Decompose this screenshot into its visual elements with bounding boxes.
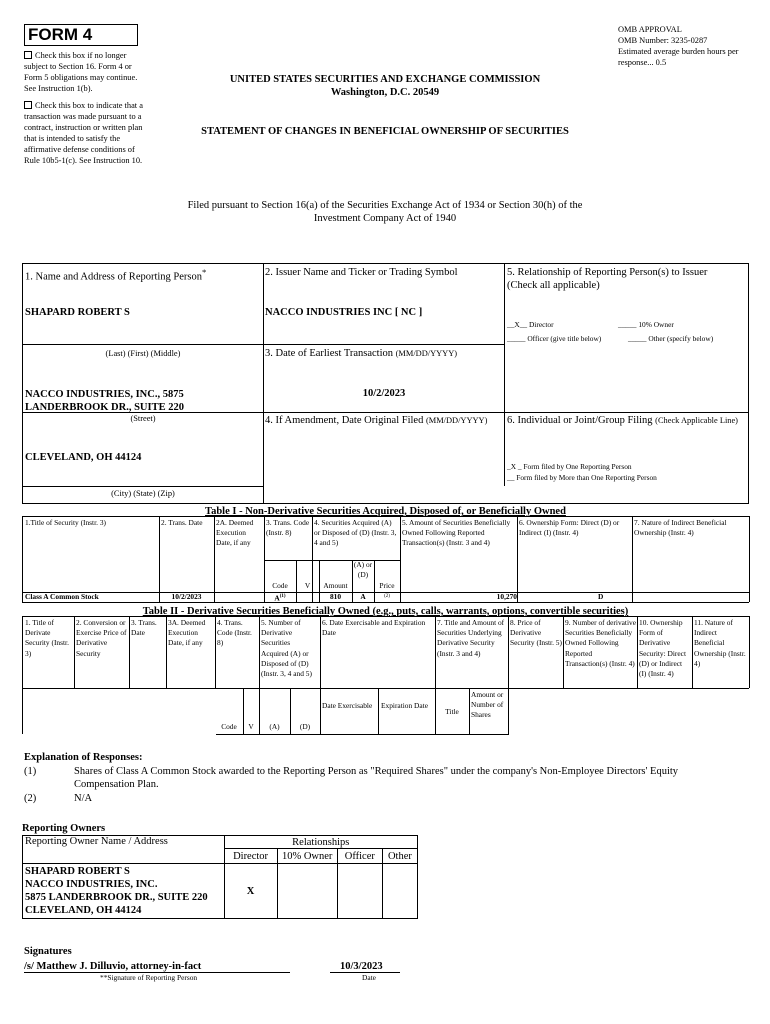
explanation-num-2: (2) (24, 793, 37, 804)
form-title: FORM 4 (24, 24, 138, 46)
relationship-label: 5. Relationship of Reporting Person(s) to Issuer (Check all applicable) (507, 267, 708, 291)
explanation-text-1: Shares of Class A Common Stock awarded to the Reporting Person as "Required Shares" under the company's Non-Employee Directors' Equity Compensation Plan. (74, 766, 679, 790)
t2-col-nature: 11. Nature of Indirect Beneficial Ownership (Instr. 4) (694, 618, 746, 668)
explanation-heading: Explanation of Responses: (24, 752, 143, 763)
t1-col-form: 6. Ownership Form: Direct (D) or Indirect (I) (Instr. 4) (519, 518, 620, 538)
reporting-owners-table (22, 835, 418, 919)
owners-col-other: Other (382, 849, 417, 864)
signatures-heading: Signatures (24, 946, 72, 957)
street-address: NACCO INDUSTRIES, INC., 5875 LANDERBROOK DR., SUITE 220 (25, 389, 184, 413)
rel-10pct-owner: _____ 10% Owner (618, 320, 674, 329)
rel-director: __X__ Director (507, 320, 554, 329)
filing-one-person: _X _ Form filed by One Reporting Person (507, 462, 632, 471)
t2-col-date: 3. Trans. Date (131, 618, 157, 638)
rel-officer: _____ Officer (give title below) (507, 334, 602, 343)
reporting-person-frame (22, 263, 749, 504)
rel-other: _____ Other (specify below) (628, 334, 714, 343)
t1-row-date: 10/2/2023 (171, 592, 202, 601)
city-state-zip: CLEVELAND, OH 44124 (25, 452, 142, 463)
t1-row-form: D (598, 592, 604, 601)
filing-label: 6. Individual or Joint/Group Filing (Check Applicable Line) (507, 415, 738, 426)
t1-sub-amount: Amount (323, 581, 348, 590)
reporting-owners-heading: Reporting Owners (22, 823, 106, 834)
table1-title: Table I - Non-Derivative Securities Acquired, Disposed of, or Beneficially Owned (205, 506, 566, 517)
signer-label: **Signature of Reporting Person (100, 973, 198, 982)
t2-sub-amount: Amount or Number of Shares (471, 690, 504, 720)
t1-col-acquired: 4. Securities Acquired (A) or Disposed of (D) (Instr. 3, 4 and 5) (314, 518, 397, 548)
city-sublabel: (City) (State) (Zip) (111, 489, 175, 498)
t1-sub-price: Price (379, 581, 395, 590)
t1-row-amount: 810 (329, 592, 342, 601)
agency-name: UNITED STATES SECURITIES AND EXCHANGE COMMISSION (229, 74, 541, 85)
section16-checkbox[interactable] (24, 51, 32, 59)
rule10b5-checkbox-note: Check this box to indicate that a transaction was made pursuant to a contract, instruction or written plan that is intended to satisfy the affirmative defense conditions of Rule 10b5-1(c). See Instruction 10. (24, 101, 143, 165)
street-sublabel: (Street) (130, 414, 156, 423)
t2-col-underlying: 7. Title and Amount of Securities Underlying Derivative Security (Instr. 3 and 4) (437, 618, 505, 658)
t2-sub-expiration: Expiration Date (381, 701, 428, 710)
t1-row-security: Class A Common Stock (25, 592, 99, 601)
t1-sub-aord: (A) or (D) (353, 560, 373, 580)
filed-pursuant: Filed pursuant to Section 16(a) of the Securities Exchange Act of 1934 or Section 30(h) of the Investment Company Act of 1940 (187, 200, 583, 224)
filing-more-persons: __ Form filed by More than One Reporting Person (507, 473, 657, 482)
omb-approval: OMB APPROVAL OMB Number: 3235-0287 Estimated average burden hours per response... 0.5 (618, 25, 739, 67)
table2-title: Table II - Derivative Securities Beneficially Owned (e.g., puts, calls, warrants, options, convertible securities) (142, 606, 629, 617)
t1-row-aord: A (360, 592, 366, 601)
t1-col-date: 2. Trans. Date (161, 518, 203, 527)
reporting-person-name: SHAPARD ROBERT S (25, 307, 130, 318)
explanation-text-2: N/A (74, 793, 93, 804)
earliest-transaction-date: 10/2/2023 (362, 388, 406, 399)
t1-row-code: $A^{(1)}$ (274, 593, 286, 603)
amendment-label: 4. If Amendment, Date Original Filed (MM/DD/YYYY) (265, 415, 488, 426)
t2-col-exercisable: 6. Date Exercisable and Expiration Date (322, 618, 426, 638)
earliest-transaction-label: 3. Date of Earliest Transaction (MM/DD/YYYY) (265, 348, 458, 359)
t2-sub-code: Code (221, 722, 237, 731)
signer-name: /s/ Matthew J. Dilluvio, attorney-in-fact (24, 961, 202, 972)
agency-location: Washington, D.C. 20549 (330, 87, 440, 98)
t1-row-owned: 10,270 (496, 592, 517, 601)
t1-col-code: 3. Trans. Code (Instr. 8) (266, 518, 310, 538)
owners-col-name: Reporting Owner Name / Address (23, 836, 225, 864)
explanation-num-1: (1) (24, 766, 37, 777)
section16-checkbox-note: Check this box if no longer subject to Section 16. Form 4 or Form 5 obligations may continue. See Instruction 1(b). (24, 51, 138, 93)
owners-col-director: Director (224, 849, 277, 864)
name-address-label: 1. Name and Address of Reporting Person* (25, 267, 207, 283)
t2-sub-title: Title (445, 707, 459, 716)
owner-name-address: SHAPARD ROBERT S NACCO INDUSTRIES, INC. 5875 LANDERBROOK DR., SUITE 220 CLEVELAND, OH 44124 (23, 864, 225, 919)
statement-title: STATEMENT OF CHANGES IN BENEFICIAL OWNERSHIP OF SECURITIES (201, 126, 569, 137)
t1-col-title: 1.Title of Security (Instr. 3) (25, 518, 107, 527)
rule10b5-checkbox[interactable] (24, 101, 32, 109)
t2-col-code: 4. Trans. Code (Instr. 8) (217, 618, 252, 648)
t2-col-form: 10. Ownership Form of Derivative Security: Direct (D) or Indirect (I) (Instr. 4) (639, 618, 686, 679)
owners-col-10pct: 10% Owner (277, 849, 337, 864)
owners-col-relationships: Relationships (224, 836, 418, 849)
t2-col-owned: 9. Number of derivative Securities Beneficially Owned Following Reported Transaction(s) (Instr. 4) (565, 618, 637, 668)
t1-col-owned: 5. Amount of Securities Beneficially Owned Following Reported Transaction(s) (Instr. 3 and 4) (402, 518, 511, 548)
t2-sub-date-exercisable: Date Exercisable (322, 701, 373, 710)
t1-sub-code: Code (272, 581, 288, 590)
t1-row-price: (2) (384, 594, 390, 599)
name-sublabel: (Last) (First) (Middle) (105, 349, 181, 358)
issuer-label: 2. Issuer Name and Ticker or Trading Symbol (265, 267, 458, 278)
t2-sub-v: V (248, 722, 254, 731)
owner-director-mark: X (224, 864, 277, 919)
t2-sub-a: (A) (269, 722, 280, 731)
owners-col-officer: Officer (337, 849, 382, 864)
t1-col-nature: 7. Nature of Indirect Beneficial Ownership (Instr. 4) (634, 518, 727, 538)
t1-col-deemed: 2A. Deemed Execution Date, if any (216, 518, 254, 548)
t2-col-price: 8. Price of Derivative Security (Instr. 5) (510, 618, 562, 648)
t2-col-number: 5. Number of Derivative Securities Acquired (A) or Disposed of (D) (Instr. 3, 4 and 5) (261, 618, 312, 679)
t2-col-title: 1. Title of Derivate Security (Instr. 3) (25, 618, 69, 658)
date-label: Date (362, 973, 376, 982)
t2-col-conversion: 2. Conversion or Exercise Price of Derivative Security (76, 618, 127, 658)
t1-sub-v: V (304, 581, 311, 590)
t2-col-deemed: 3A. Deemed Execution Date, if any (168, 618, 206, 648)
issuer-name: NACCO INDUSTRIES INC [ NC ] (265, 307, 423, 318)
t2-sub-d: (D) (299, 722, 311, 731)
signature-date: 10/3/2023 (340, 961, 383, 972)
